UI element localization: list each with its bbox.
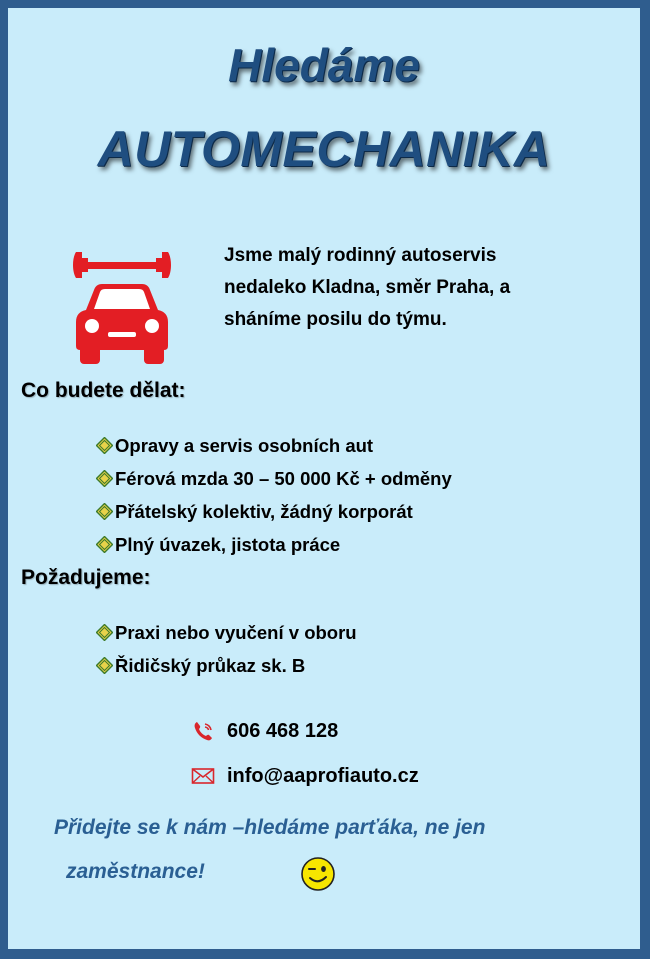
intro-text — [224, 240, 604, 336]
diamond-bullet-icon — [96, 536, 113, 553]
phone-icon — [191, 719, 215, 743]
intro-line: nedaleko Kladna, směr Praha, a — [224, 277, 511, 298]
diamond-bullet-icon — [96, 503, 113, 520]
requirements-heading: Požadujeme: — [21, 566, 151, 589]
diamond-bullet-icon — [96, 624, 113, 641]
diamond-bullet-icon — [96, 437, 113, 454]
list-item-text: Řidičský průkaz sk. B — [115, 654, 306, 676]
list-item — [96, 495, 452, 528]
winking-smiley-icon — [300, 856, 336, 892]
contact-phone[interactable] — [191, 719, 338, 743]
envelope-icon — [191, 764, 215, 788]
title-line-1: Hledáme — [228, 39, 420, 91]
list-item-text: Plný úvazek, jistota práce — [115, 533, 341, 555]
requirements-list — [96, 616, 357, 682]
intro-line: sháníme posilu do týmu. — [224, 309, 447, 330]
title-line-2: AUTOMECHANIKA — [97, 121, 551, 177]
contact-email[interactable] — [191, 764, 419, 788]
diamond-bullet-icon — [96, 657, 113, 674]
list-item — [96, 649, 357, 682]
what-you-do-list — [96, 429, 452, 561]
list-item — [96, 616, 357, 649]
list-item-text: Praxi nebo vyučení v oboru — [115, 621, 357, 643]
phone-number[interactable]: 606 468 128 — [227, 719, 339, 742]
list-item-text: Opravy a servis osobních aut — [115, 434, 374, 456]
poster — [8, 8, 640, 949]
email-address[interactable]: info@aaprofiauto.cz — [227, 764, 419, 787]
slogan-line-2: zaměstnance! — [66, 860, 205, 883]
list-item — [96, 528, 452, 561]
diamond-bullet-icon — [96, 470, 113, 487]
list-item — [96, 462, 452, 495]
intro-line: Jsme malý rodinný autoservis — [224, 245, 497, 266]
list-item-text: Férová mzda 30 – 50 000 Kč + odměny — [115, 467, 452, 489]
list-item-text: Přátelský kolektiv, žádný korporát — [115, 500, 413, 522]
what-you-do-heading: Co budete dělat: — [21, 379, 186, 402]
slogan-line-1: Přidejte se k nám –hledáme parťáka, ne jen — [54, 816, 486, 839]
car-service-icon — [72, 246, 172, 370]
list-item — [96, 429, 452, 462]
